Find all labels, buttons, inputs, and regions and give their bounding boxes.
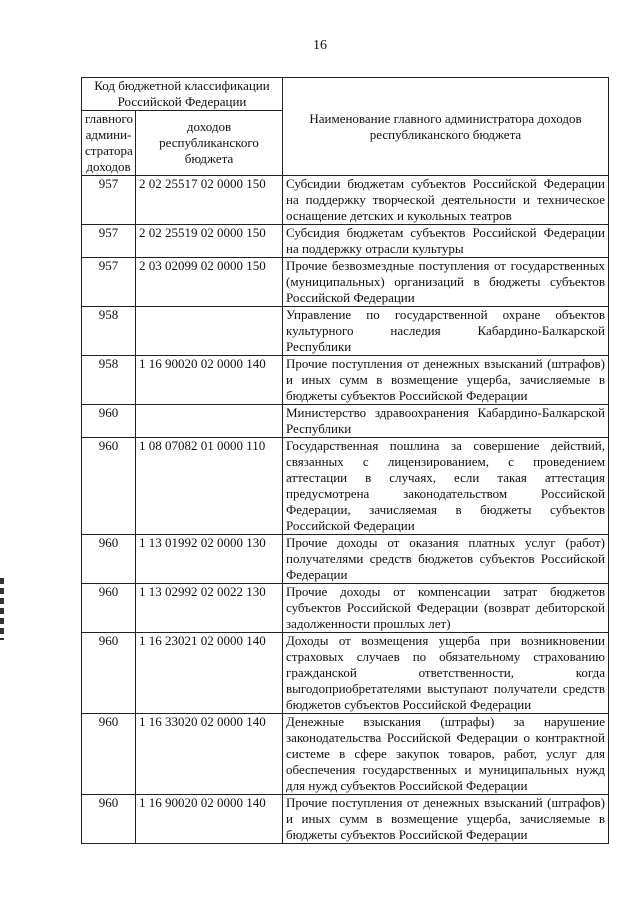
code-cell — [136, 307, 283, 356]
admin-cell: 958 — [82, 307, 136, 356]
admin-cell: 960 — [82, 633, 136, 714]
name-cell: Прочие доходы от компенсации затрат бюджетов субъектов Российской Федерации (возврат дебиторской задолженности прошлых лет) — [283, 584, 609, 633]
code-cell: 2 03 02099 02 0000 150 — [136, 258, 283, 307]
name-cell: Государственная пошлина за совершение действий, связанных с лицензированием, с проведением аттестации в случаях, если такая аттестация предусмотрена законодательством Российской Федерации, зачисляемая в бюджеты субъектов Российской Федерации — [283, 438, 609, 535]
table-row — [82, 356, 609, 405]
code-cell: 2 02 25517 02 0000 150 — [136, 176, 283, 225]
table-row — [82, 633, 609, 714]
table-row — [82, 535, 609, 584]
code-cell: 1 16 90020 02 0000 140 — [136, 795, 283, 844]
header-name: Наименование главного администратора доходов республиканского бюджета — [283, 78, 609, 176]
page-number: 16 — [313, 38, 327, 53]
admin-cell: 960 — [82, 795, 136, 844]
code-cell: 1 08 07082 01 0000 110 — [136, 438, 283, 535]
code-cell: 1 16 23021 02 0000 140 — [136, 633, 283, 714]
name-cell: Прочие доходы от оказания платных услуг (работ) получателями средств бюджетов субъектов Российской Федерации — [283, 535, 609, 584]
name-cell: Субсидия бюджетам субъектов Российской Федерации на поддержку отрасли культуры — [283, 225, 609, 258]
header-admin: главного админи-стратора доходов — [82, 111, 136, 176]
admin-cell: 957 — [82, 225, 136, 258]
admin-cell: 960 — [82, 438, 136, 535]
admin-cell: 960 — [82, 405, 136, 438]
name-cell: Доходы от возмещения ущерба при возникновении страховых случаев по обязательному страхованию гражданской ответственности, когда выгодоприобретателями выступают получатели средств бюджетов субъектов Российской Федерации — [283, 633, 609, 714]
admin-cell: 960 — [82, 714, 136, 795]
code-cell: 1 16 33020 02 0000 140 — [136, 714, 283, 795]
table-row — [82, 584, 609, 633]
table-row — [82, 258, 609, 307]
admin-cell: 957 — [82, 258, 136, 307]
table-row — [82, 176, 609, 225]
code-cell — [136, 405, 283, 438]
admin-cell: 960 — [82, 584, 136, 633]
table-row — [82, 438, 609, 535]
binding-mark — [0, 578, 4, 640]
code-cell: 1 16 90020 02 0000 140 — [136, 356, 283, 405]
name-cell: Прочие безвозмездные поступления от государственных (муниципальных) организаций в бюджеты субъектов Российской Федерации — [283, 258, 609, 307]
name-cell: Министерство здравоохранения Кабардино-Балкарской Республики — [283, 405, 609, 438]
header-code: доходов республиканского бюджета — [136, 111, 283, 176]
name-cell: Прочие поступления от денежных взысканий (штрафов) и иных сумм в возмещение ущерба, зачисляемые в бюджеты субъектов Российской Федерации — [283, 795, 609, 844]
name-cell: Субсидии бюджетам субъектов Российской Федерации на поддержку творческой деятельности и техническое оснащение детских и кукольных театров — [283, 176, 609, 225]
name-cell: Денежные взыскания (штрафы) за нарушение законодательства Российской Федерации о контрактной системе в сфере закупок товаров, работ, услуг для обеспечения государственных и муниципальных нужд для нужд субъектов Российской Федерации — [283, 714, 609, 795]
code-cell: 1 13 02992 02 0022 130 — [136, 584, 283, 633]
header-group: Код бюджетной классификации Российской Федерации — [82, 78, 283, 111]
code-cell: 2 02 25519 02 0000 150 — [136, 225, 283, 258]
table-row — [82, 405, 609, 438]
name-cell: Управление по государственной охране объектов культурного наследия Кабардино-Балкарской Республики — [283, 307, 609, 356]
budget-classification-table — [81, 77, 609, 844]
name-cell: Прочие поступления от денежных взысканий (штрафов) и иных сумм в возмещение ущерба, зачисляемые в бюджеты субъектов Российской Федерации — [283, 356, 609, 405]
admin-cell: 960 — [82, 535, 136, 584]
table-body — [82, 176, 609, 844]
table-row — [82, 225, 609, 258]
table-row — [82, 795, 609, 844]
code-cell: 1 13 01992 02 0000 130 — [136, 535, 283, 584]
table-row — [82, 714, 609, 795]
admin-cell: 958 — [82, 356, 136, 405]
table-header-row — [82, 78, 609, 111]
admin-cell: 957 — [82, 176, 136, 225]
table-row — [82, 307, 609, 356]
